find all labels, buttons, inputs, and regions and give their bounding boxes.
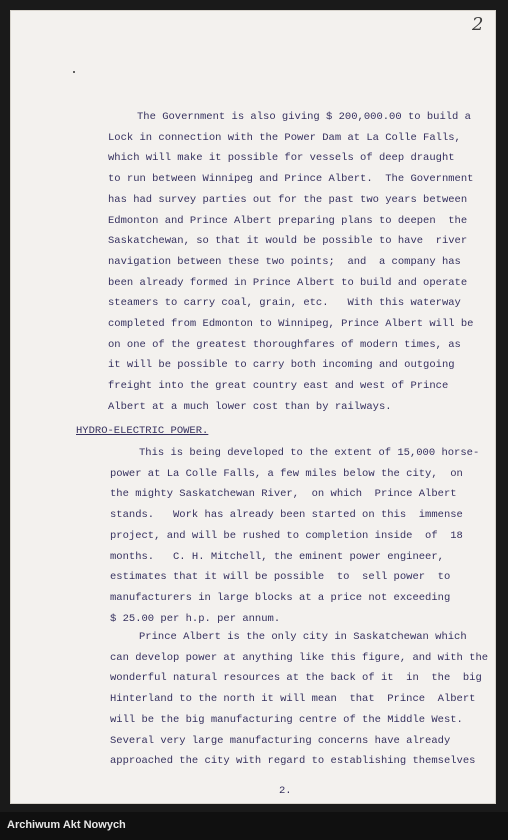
paragraph-1-line: Albert at a much lower cost than by railways. (108, 400, 392, 413)
paragraph-1-line: it will be possible to carry both incoming and outgoing (108, 359, 455, 372)
paragraph-2-line: power at La Colle Falls, a few miles below the city, on (110, 467, 463, 480)
paragraph-1-line: has had survey parties out for the past two years between (108, 193, 468, 206)
paragraph-3-line: approached the city with regard to establishing themselves (110, 755, 476, 768)
ink-dot (73, 71, 75, 73)
paragraph-1-line: Saskatchewan, so that it would be possible to have river (108, 235, 468, 248)
page-number: 2. (279, 785, 292, 797)
section-heading: HYDRO-ELECTRIC POWER. (76, 425, 209, 437)
paragraph-1 (108, 111, 474, 413)
paragraph-2-line: This is being developed to the extent of 15,000 horse- (139, 447, 480, 459)
paragraph-1-line: Lock in connection with the Power Dam at La Colle Falls, (108, 131, 461, 144)
paragraph-2-line: the mighty Saskatchewan River, on which Prince Albert (110, 488, 457, 501)
paragraph-1-line: on one of the greatest thoroughfares of modern times, as (108, 338, 461, 351)
paragraph-1-line: The Government is also giving $ 200,000.00 to build a (137, 111, 471, 123)
paragraph-1-line: Edmonton and Prince Albert preparing plans to deepen the (108, 214, 468, 227)
paragraph-2-line: months. C. H. Mitchell, the eminent power engineer, (110, 550, 444, 563)
paragraph-2 (110, 447, 480, 625)
paragraph-3-line: Prince Albert is the only city in Saskatchewan which (139, 631, 467, 643)
page-mark: 2 (472, 14, 484, 35)
paragraph-3-line: will be the big manufacturing centre of the Middle West. (110, 713, 463, 726)
paragraph-1-line: navigation between these two points; and a company has (108, 255, 461, 268)
paragraph-3-line: Several very large manufacturing concerns have already (110, 734, 451, 747)
paragraph-3-line: can develop power at anything like this figure, and with the (110, 651, 489, 664)
paragraph-2-line: estimates that it will be possible to sell power to (110, 571, 451, 584)
paragraph-1-line: been already formed in Prince Albert to build and operate (108, 276, 468, 289)
paragraph-3-line: wonderful natural resources at the back of it in the big (110, 672, 482, 685)
paragraph-3-line: Hinterland to the north it will mean that Prince Albert (110, 693, 476, 706)
paragraph-1-line: to run between Winnipeg and Prince Albert. The Government (108, 173, 474, 186)
paragraph-2-line: stands. Work has already been started on this immense (110, 509, 463, 522)
paragraph-2-line: $ 25.00 per h.p. per annum. (110, 612, 281, 625)
paragraph-2-line: project, and will be rushed to completion inside of 18 (110, 529, 463, 542)
paragraph-1-line: completed from Edmonton to Winnipeg, Prince Albert will be (108, 318, 474, 330)
paragraph-1-line: freight into the great country east and west of Prince (108, 380, 449, 393)
paragraph-3 (110, 631, 489, 768)
paragraph-2-line: manufacturers in large blocks at a price not exceeding (110, 591, 451, 604)
archive-label: Archiwum Akt Nowych (7, 819, 126, 831)
paragraph-1-line: which will make it possible for vessels of deep draught (108, 152, 455, 165)
paragraph-1-line: steamers to carry coal, grain, etc. With this waterway (108, 297, 461, 310)
